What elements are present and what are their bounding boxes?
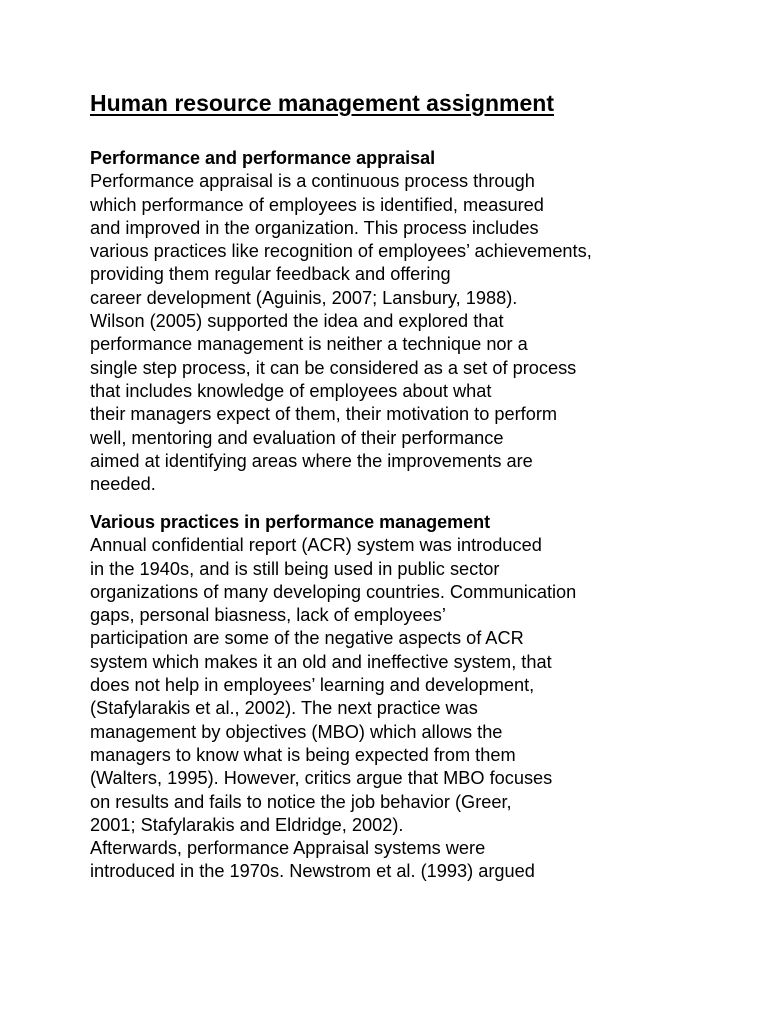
text-line: which performance of employees is identified, measured xyxy=(90,194,544,215)
text-line: gaps, personal biasness, lack of employees’ xyxy=(90,605,446,626)
text-line: introduced in the 1970s. Newstrom et al. (1993) argued xyxy=(90,861,535,882)
text-line: that includes knowledge of employees about what xyxy=(90,380,492,401)
text-line: on results and fails to notice the job behavior (Greer, xyxy=(90,791,512,812)
text-line: their managers expect of them, their motivation to perform xyxy=(90,404,558,425)
text-line: single step process, it can be considered as a set of process xyxy=(90,357,577,378)
section-body xyxy=(90,534,690,883)
text-line: Wilson (2005) supported the idea and explored that xyxy=(90,311,504,332)
text-line: organizations of many developing countries. Communication xyxy=(90,581,577,602)
text-line: 2001; Stafylarakis and Eldridge, 2002). xyxy=(90,814,404,835)
text-line: Performance appraisal is a continuous process through xyxy=(90,171,535,192)
section-heading: Performance and performance appraisal xyxy=(90,148,436,168)
text-line: system which makes it an old and ineffective system, that xyxy=(90,651,552,672)
text-line: and improved in the organization. This process includes xyxy=(90,217,539,238)
section-practices xyxy=(90,511,690,884)
text-line: providing them regular feedback and offering xyxy=(90,264,451,285)
text-line: management by objectives (MBO) which allows the xyxy=(90,721,503,742)
section-heading: Various practices in performance management xyxy=(90,512,491,532)
text-line: managers to know what is being expected from them xyxy=(90,744,516,765)
text-line: performance management is neither a technique nor a xyxy=(90,334,528,355)
text-line: (Walters, 1995). However, critics argue that MBO focuses xyxy=(90,768,553,789)
text-line: well, mentoring and evaluation of their performance xyxy=(90,427,504,448)
text-line: Afterwards, performance Appraisal systems were xyxy=(90,838,486,859)
text-line: Annual confidential report (ACR) system was introduced xyxy=(90,535,542,556)
text-line: does not help in employees’ learning and development, xyxy=(90,675,535,696)
text-line: aimed at identifying areas where the improvements are xyxy=(90,450,533,471)
text-line: various practices like recognition of employees’ achievements, xyxy=(90,241,592,262)
text-line: participation are some of the negative aspects of ACR xyxy=(90,628,524,649)
text-line: needed. xyxy=(90,474,156,495)
text-line: (Stafylarakis et al., 2002). The next practice was xyxy=(90,698,478,719)
text-line: career development (Aguinis, 2007; Lansbury, 1988). xyxy=(90,287,518,308)
document-title: Human resource management assignment xyxy=(90,90,554,116)
text-line: in the 1940s, and is still being used in public sector xyxy=(90,558,500,579)
section-body xyxy=(90,170,690,496)
section-performance-appraisal xyxy=(90,147,690,496)
